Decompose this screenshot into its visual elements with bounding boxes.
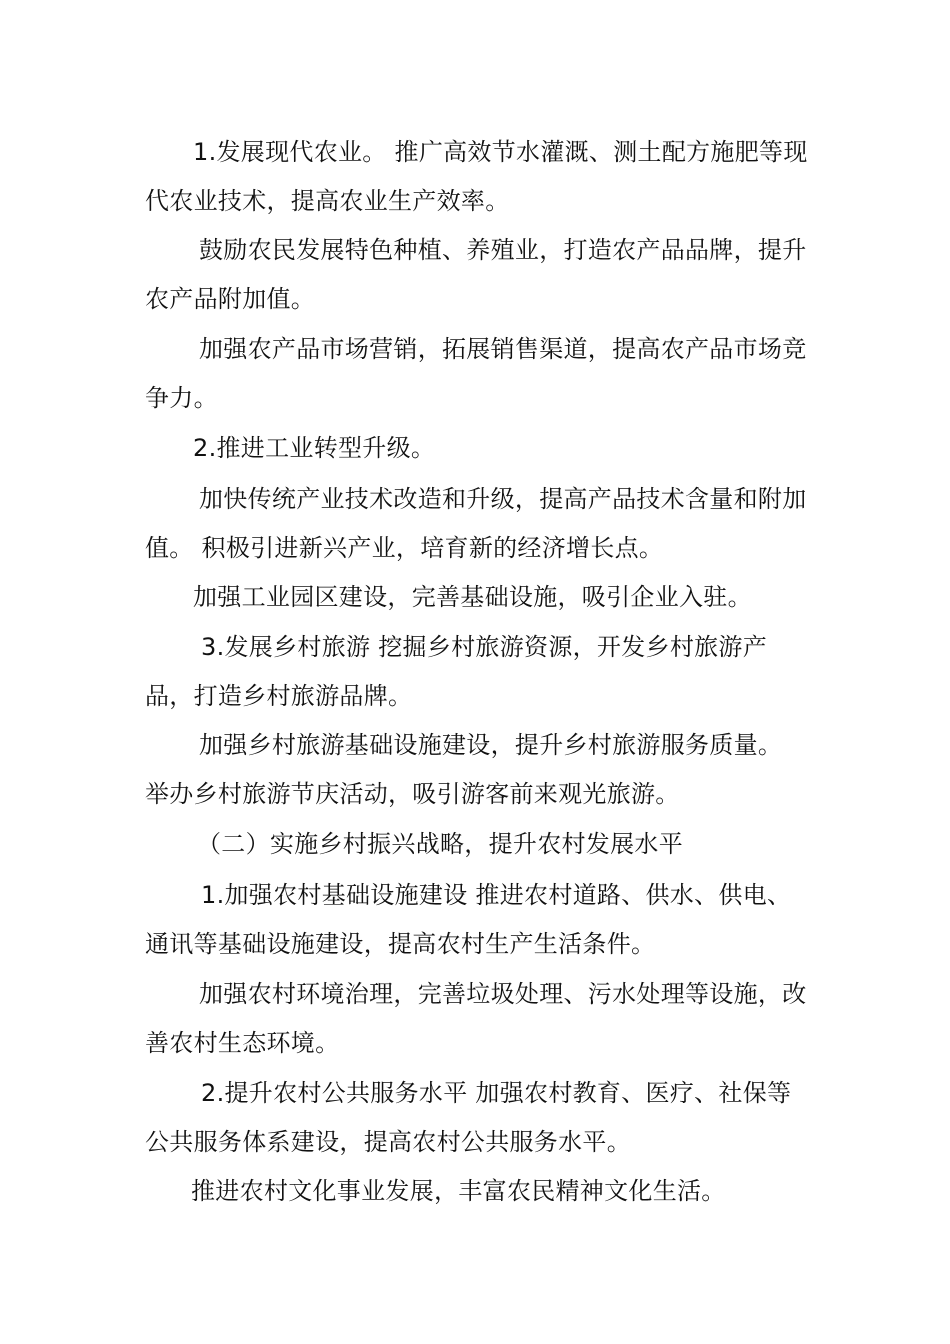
paragraph-rural-culture: 推进农村文化事业发展，丰富农民精神文化生活。 bbox=[191, 1177, 726, 1205]
paragraph-public-services: 2.提升农村公共服务水平 加强农村教育、医疗、社保等公共服务体系建设，提高农村公共服务水平。 bbox=[145, 1079, 792, 1156]
paragraph-specialty-farming: 鼓励农民发展特色种植、养殖业，打造农产品品牌，提升农产品附加值。 bbox=[145, 236, 807, 313]
paragraph-industrial-park: 加强工业园区建设，完善基础设施，吸引企业入驻。 bbox=[193, 583, 752, 611]
paragraph-tech-transformation: 加快传统产业技术改造和升级，提高产品技术含量和附加值。 积极引进新兴产业，培育新的经济增长点。 bbox=[145, 485, 807, 562]
heading-industrial-upgrade: 2.推进工业转型升级。 bbox=[193, 434, 436, 462]
paragraph-modern-agriculture: 1.发展现代农业。 推广高效节水灌溉、测土配方施肥等现代农业技术，提高农业生产效率。 bbox=[145, 138, 808, 215]
paragraph-rural-tourism: 3.发展乡村旅游 挖掘乡村旅游资源，开发乡村旅游产品，打造乡村旅游品牌。 bbox=[145, 633, 768, 710]
paragraph-environment-governance: 加强农村环境治理，完善垃圾处理、污水处理等设施，改善农村生态环境。 bbox=[145, 980, 807, 1057]
paragraph-tourism-infrastructure: 加强乡村旅游基础设施建设，提升乡村旅游服务质量。 举办乡村旅游节庆活动，吸引游客前来观光旅游。 bbox=[145, 731, 783, 808]
paragraph-rural-infrastructure: 1.加强农村基础设施建设 推进农村道路、供水、供电、通讯等基础设施建设，提高农村生产生活条件。 bbox=[145, 881, 792, 958]
section-heading-rural-revitalization: （二）实施乡村振兴战略，提升农村发展水平 bbox=[197, 830, 683, 858]
paragraph-market-marketing: 加强农产品市场营销，拓展销售渠道，提高农产品市场竞争力。 bbox=[145, 335, 807, 412]
